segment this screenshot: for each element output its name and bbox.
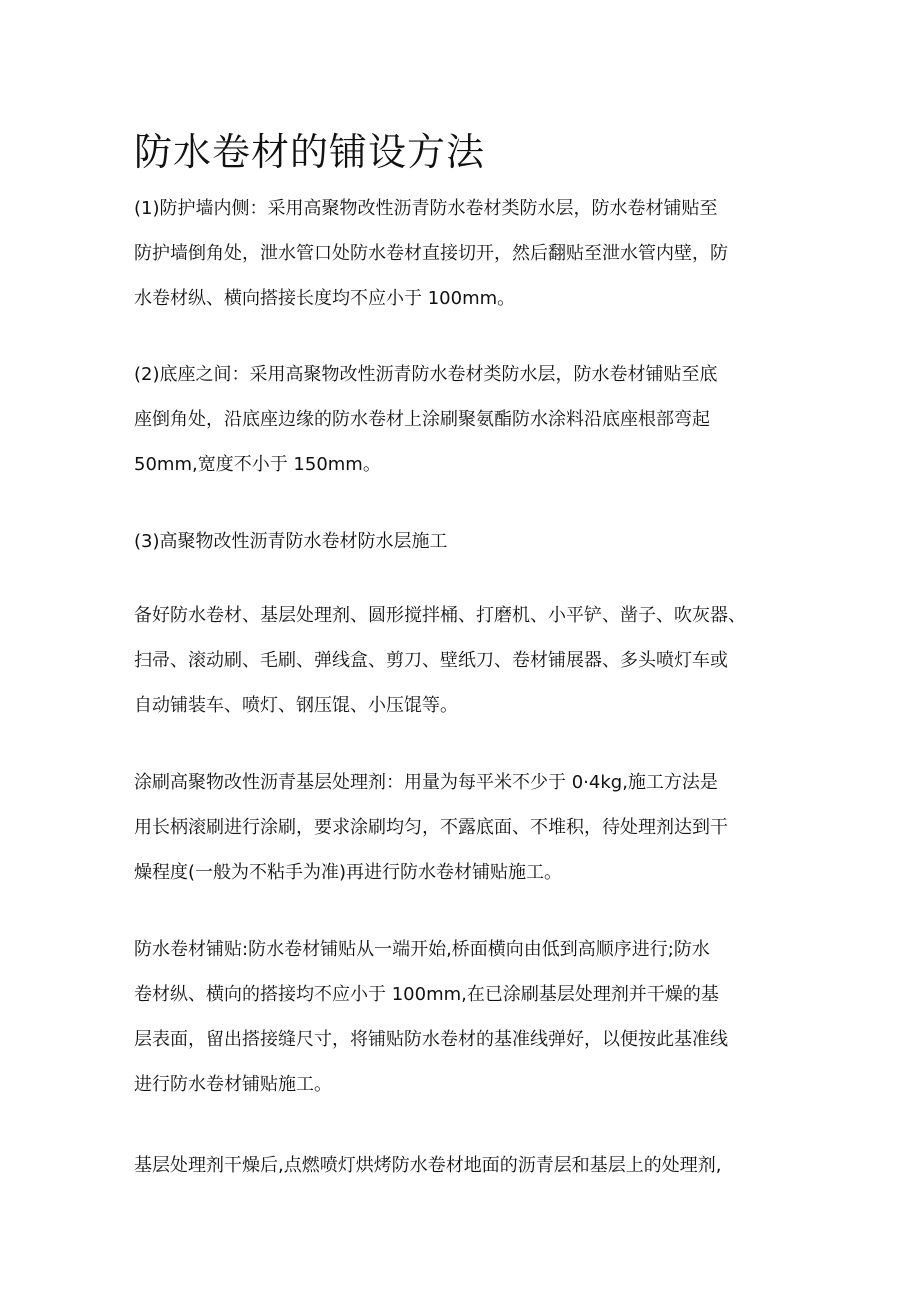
paragraph-line: 备好防水卷材、基层处理剂、圆形搅拌桶、打磨机、小平铲、凿子、吹灰器、 — [134, 605, 746, 626]
paragraph-line: 进行防水卷材铺贴施工。 — [134, 1074, 332, 1095]
paragraph-line: (1)防护墙内侧：采用高聚物改性沥青防水卷材类防水层，防水卷材铺贴至 — [134, 198, 718, 219]
paragraph-line: (3)高聚物改性沥青防水卷材防水层施工 — [134, 531, 448, 552]
paragraph-line: 水卷材纵、横向搭接长度均不应小于 100mm。 — [134, 288, 516, 309]
paragraph-primer — [134, 760, 728, 895]
paragraph-base-between — [134, 352, 718, 487]
paragraph-line: 自动铺装车、喷灯、钢压馄、小压馄等。 — [134, 695, 458, 716]
paragraph-protective-wall — [134, 186, 728, 321]
paragraph-line: 座倒角处，沿底座边缘的防水卷材上涂刷聚氨酯防水涂料沿底座根部弯起 — [134, 409, 710, 430]
paragraph-baking — [134, 1143, 721, 1188]
paragraph-laying — [134, 927, 728, 1107]
paragraph-line: 卷材纵、横向的搭接均不应小于 100mm,在已涂刷基层处理剂并干燥的基 — [134, 984, 719, 1005]
document-title: 防水卷材的铺设方法 — [134, 130, 486, 174]
paragraph-line: 涂刷高聚物改性沥青基层处理剂：用量为每平米不少于 0·4kg,施工方法是 — [134, 772, 718, 793]
paragraph-line: 用长柄滚刷进行涂刷，要求涂刷均匀，不露底面、不堆积，待处理剂达到干 — [134, 817, 728, 838]
paragraph-line: 防水卷材铺贴:防水卷材铺贴从一端开始,桥面横向由低到高顺序进行;防水 — [134, 939, 710, 960]
paragraph-line: 扫帚、滚动刷、毛刷、弹线盒、剪刀、壁纸刀、卷材铺展器、多头喷灯车或 — [134, 650, 728, 671]
paragraph-section-heading — [134, 519, 448, 564]
paragraph-line: 50mm,宽度不小于 150mm。 — [134, 454, 381, 475]
paragraph-tools — [134, 593, 746, 728]
paragraph-line: 层表面，留出搭接缝尺寸，将铺贴防水卷材的基准线弹好，以便按此基准线 — [134, 1029, 728, 1050]
paragraph-line: (2)底座之间：采用高聚物改性沥青防水卷材类防水层，防水卷材铺贴至底 — [134, 364, 718, 385]
paragraph-line: 基层处理剂干燥后,点燃喷灯烘烤防水卷材地面的沥青层和基层上的处理剂, — [134, 1155, 722, 1176]
paragraph-line: 燥程度(一般为不粘手为准)再进行防水卷材铺贴施工。 — [134, 862, 563, 883]
paragraph-line: 防护墙倒角处，泄水管口处防水卷材直接切开，然后翻贴至泄水管内壁，防 — [134, 243, 728, 264]
